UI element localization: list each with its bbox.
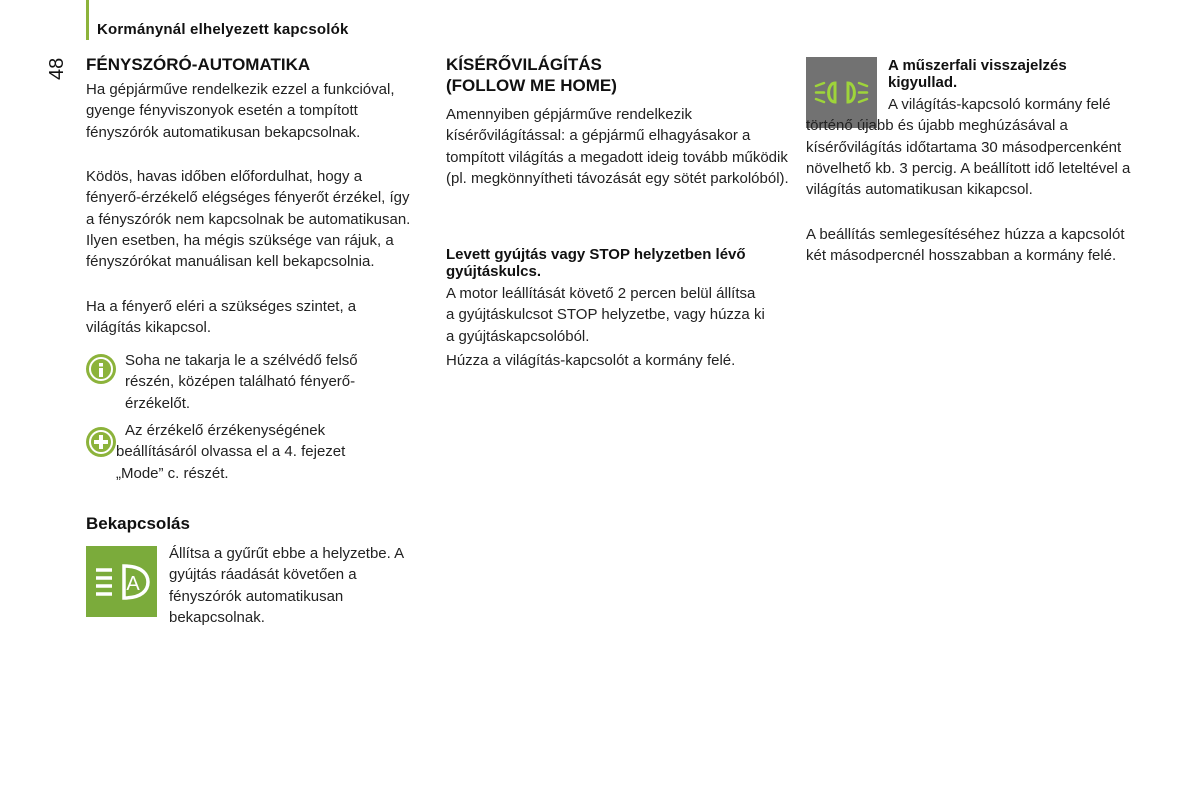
subheading-levett-gyujtas: Levett gyújtás vagy STOP helyzetben lévő gyújtáskulcs. (446, 246, 746, 280)
plus-note-text: Az érzékelő érzékenységének beállításáról olvassa el a 4. fejezet „Mode” c. részét. (116, 422, 346, 482)
section-title: Kormánynál elhelyezett kapcsolók (97, 21, 349, 38)
auto-headlamp-icon (86, 546, 157, 617)
svg-text:A: A (126, 573, 140, 595)
info-icon (86, 354, 116, 384)
col2-paragraph-1: A motor leállítását követő 2 percen belül állítsa a gyújtáskulcsot STOP helyzetbe, vagy húzza ki a gyújtáskapcsolóból. (446, 285, 765, 345)
activation-text: Állítsa a gyűrűt ebbe a helyzetbe. A gyújtás ráadását követően a fényszórók automatikusan bekapcsolnak. (169, 545, 404, 626)
plus-icon (86, 427, 116, 457)
col1-paragraph-1: Ha gépjárműve rendelkezik ezzel a funkcióval, gyenge fényviszonyok esetén a tompított fényszórók automatikusan bekapcsolnak. (86, 81, 395, 141)
col3-paragraph-1: A világítás-kapcsoló kormány felé történő újabb és újabb meghúzásával a kísérővilágítás időtartama 30 másodpercenként növelhető kb. 3 percig. A beállított idő leteltével a világítás automatikusan kikapcsol. (806, 96, 1131, 199)
heading-follow-me-home: (FOLLOW ME HOME) (446, 76, 617, 95)
heading-kiserovilagitas: KÍSÉRŐVILÁGÍTÁS (446, 55, 602, 74)
col1-paragraph-2: Ködös, havas időben előfordulhat, hogy a fényerő-érzékelő elégséges fényerőt érzékel, így a fényszórók nem kapcsolnak be automatikusan. Ilyen esetben, ha mégis szüksége van rájuk, a fényszórókat manuálisan kell bekapcsolnia. (86, 168, 411, 271)
col2-paragraph-2: Húzza a világítás-kapcsolót a kormány felé. (446, 352, 736, 369)
col3-paragraph-2: A beállítás semlegesítéséhez húzza a kapcsolót két másodpercnél hosszabban a kormány felé. (806, 226, 1125, 265)
header-accent-bar (86, 0, 89, 40)
col1-paragraph-3: Ha a fényerő eléri a szükséges szintet, a világítás kikapcsol. (86, 298, 357, 337)
heading-bekapcsolas: Bekapcsolás (86, 514, 190, 533)
heading-fenyszoro-automatika: FÉNYSZÓRÓ-AUTOMATIKA (86, 55, 311, 74)
col2-intro: Amennyiben gépjárműve rendelkezik kísérővilágítással: a gépjármű elhagyásakor a tompított világítás a megadott ideig tovább működik (pl. megkönnyítheti távozását egy sötét parkolóból). (446, 106, 789, 187)
info-note-text: Soha ne takarja le a szélvédő felső részén, középen található fényerő-érzékelőt. (125, 352, 358, 412)
page-number: 48 (46, 57, 68, 80)
indicator-heading: A műszerfali visszajelzés kigyullad. (888, 57, 1067, 91)
